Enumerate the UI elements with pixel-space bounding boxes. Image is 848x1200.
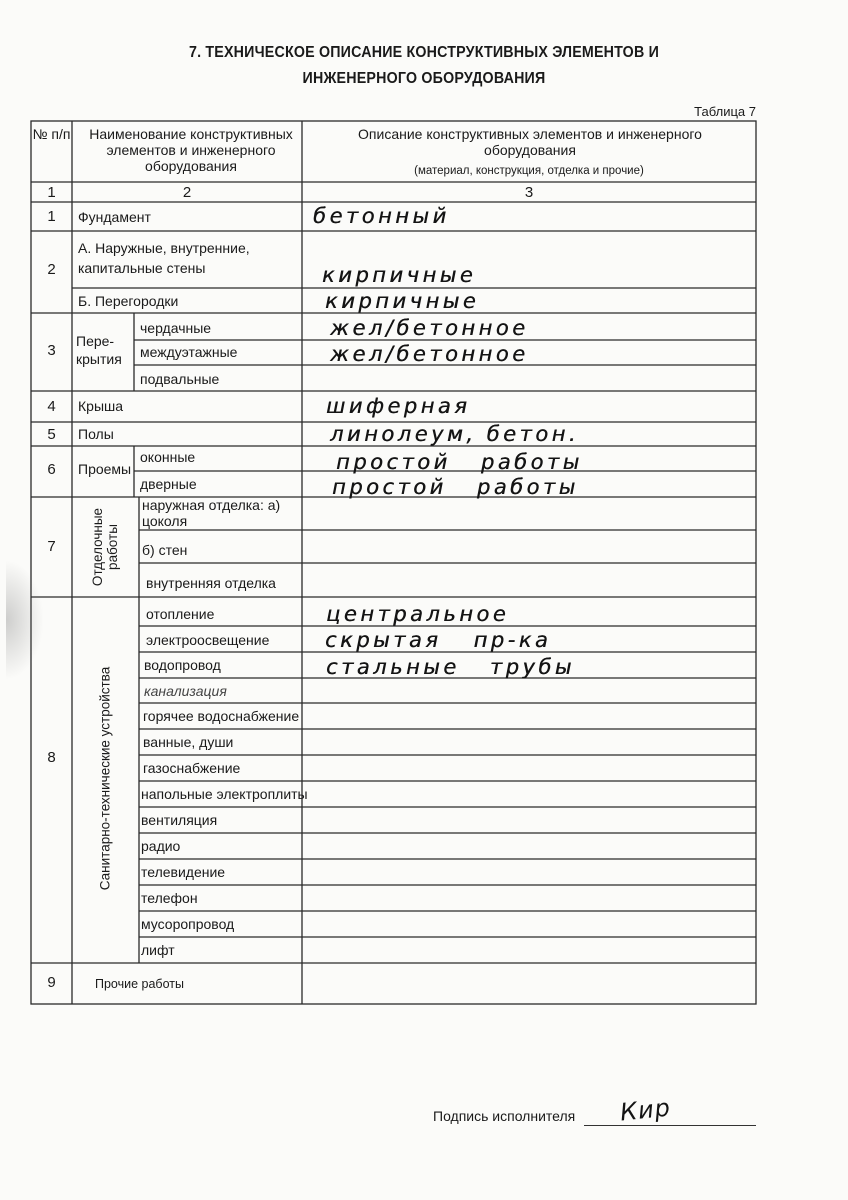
- row-label-openings: Проемы: [78, 461, 132, 477]
- utility-label: отопление: [146, 606, 215, 622]
- utility-label: лифт: [141, 942, 175, 958]
- row-num: 2: [47, 261, 56, 278]
- sub-label-exterior-finish: наружная отделка: а) цоколя: [142, 497, 281, 529]
- header-description-sub: (материал, конструкция, отделка и прочие): [414, 165, 644, 177]
- handwritten-value: кирпичные: [325, 289, 480, 313]
- sub-label-attic: чердачные: [140, 320, 212, 336]
- utility-label: вентиляция: [141, 812, 218, 828]
- table-number-label: Таблица 7: [694, 104, 756, 119]
- header-num: № п/п: [32, 126, 71, 142]
- handwritten-value: простой работы: [332, 475, 579, 499]
- row-label-finishing-vertical: Отделочные работы: [90, 507, 120, 587]
- utility-label: ванные, души: [143, 734, 234, 750]
- sub-label-doors: дверные: [140, 476, 197, 492]
- row-label-other-works: Прочие работы: [95, 977, 184, 991]
- sub-label-walls-finish: б) стен: [142, 542, 188, 558]
- utility-label: газоснабжение: [143, 760, 241, 776]
- header-description: Описание конструктивных элементов и инженерного оборудования: [358, 126, 702, 158]
- row-label-sanitary-vertical: Санитарно-технические устройства: [97, 666, 113, 891]
- row-num: 8: [47, 749, 56, 766]
- sub-label-interfloor: междуэтажные: [140, 344, 238, 360]
- scan-shadow: [6, 560, 44, 680]
- utility-label: напольные электроплиты: [141, 786, 308, 802]
- row-num: 6: [47, 461, 56, 478]
- col-num-3: 3: [524, 184, 534, 201]
- signature-mark: Кир: [618, 1093, 673, 1127]
- row-label-partitions: Б. Перегородки: [78, 293, 179, 309]
- document-title-line2: ИНЖЕНЕРНОГО ОБОРУДОВАНИЯ: [302, 70, 546, 87]
- utility-label: электроосвещение: [146, 632, 270, 648]
- handwritten-value: центральное: [326, 602, 510, 626]
- handwritten-value: жел/бетонное: [330, 316, 529, 340]
- row-label-foundation: Фундамент: [78, 209, 151, 225]
- row-num: 1: [47, 208, 56, 225]
- handwritten-value: кирпичные: [322, 263, 477, 287]
- row-label-roof: Крыша: [78, 398, 124, 414]
- utility-label: канализация: [144, 683, 227, 699]
- handwritten-value: бетонный: [313, 204, 450, 228]
- utility-label: мусоропровод: [141, 916, 235, 932]
- utility-label: телевидение: [141, 864, 226, 880]
- row-label-floors-slab: Пере- крытия: [76, 333, 122, 367]
- sub-label-interior-finish: внутренняя отделка: [146, 575, 276, 591]
- row-num: 3: [47, 342, 56, 359]
- row-num: 5: [47, 426, 56, 443]
- utility-label: радио: [141, 838, 181, 854]
- handwritten-value: стальные трубы: [326, 655, 575, 679]
- row-num: 7: [47, 538, 56, 555]
- handwritten-value: шиферная: [326, 394, 471, 418]
- signature-line: [584, 1125, 756, 1126]
- col-num-1: 1: [47, 184, 56, 201]
- utility-label: телефон: [141, 890, 198, 906]
- document-title-line1: 7. ТЕХНИЧЕСКОЕ ОПИСАНИЕ КОНСТРУКТИВНЫХ ЭЛЕМЕНТОВ И: [188, 44, 660, 61]
- handwritten-value: жел/бетонное: [330, 342, 529, 366]
- handwritten-value: простой работы: [336, 450, 583, 474]
- handwritten-value: скрытая пр-ка: [325, 628, 552, 652]
- row-label-floors: Полы: [78, 426, 114, 442]
- row-label-walls: А. Наружные, внутренние, капитальные стены: [78, 240, 250, 276]
- sub-label-windows: оконные: [140, 449, 196, 465]
- utility-label: горячее водоснабжение: [143, 708, 300, 724]
- handwritten-value: линолеум, бетон.: [330, 422, 579, 446]
- signature-label: Подпись исполнителя: [433, 1108, 576, 1124]
- col-num-2: 2: [182, 184, 192, 201]
- row-num: 4: [47, 398, 56, 415]
- sub-label-basement: подвальные: [140, 371, 220, 387]
- row-num: 9: [47, 974, 56, 991]
- utility-label: водопровод: [144, 657, 221, 673]
- header-name: Наименование конструктивных элементов и инженерного оборудования: [89, 126, 293, 174]
